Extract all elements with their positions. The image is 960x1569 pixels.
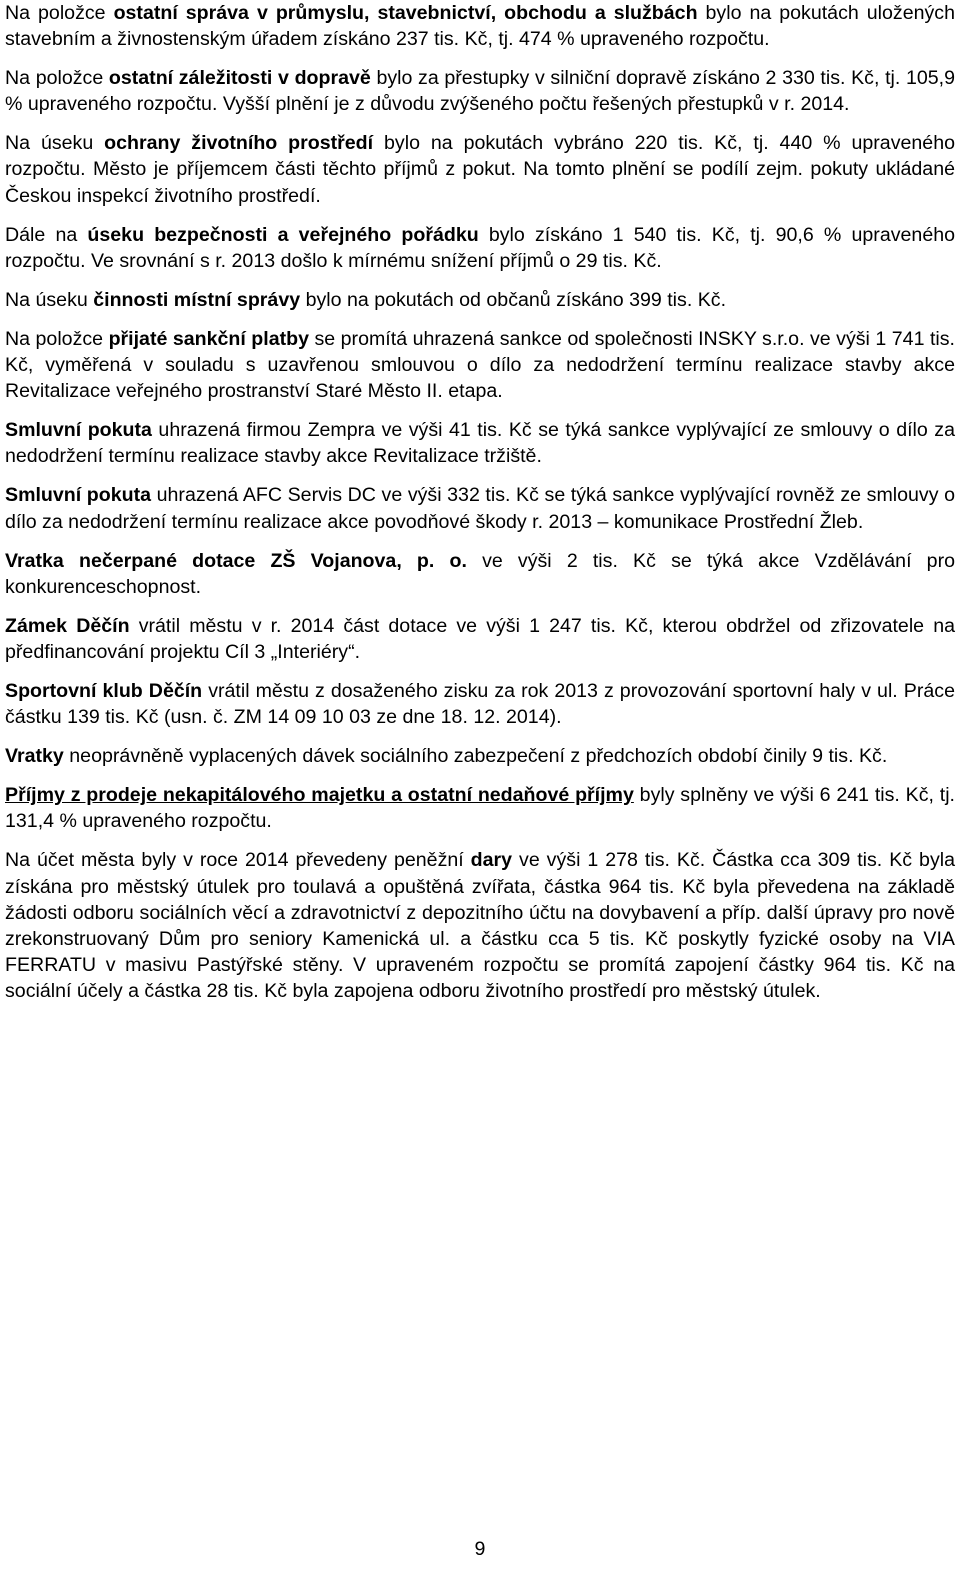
page-number: 9 — [474, 1538, 486, 1560]
paragraph-bezpecnost-verejny-poradek: Dále na úseku bezpečnosti a veřejného pořádku bylo získáno 1 540 tis. Kč, tj. 90,6 % upraveného rozpočtu. Ve srovnání s r. 2013 došlo k mírnému snížení příjmů o 29 tis. Kč. — [5, 223, 956, 272]
paragraph-prijmy-nekapitalove: Příjmy z prodeje nekapitálového majetku a ostatní nedaňové příjmy byly splněny ve výši 6 241 tis. Kč, tj. 131,4 % upraveného rozpočtu. — [5, 784, 955, 833]
paragraph-smluvni-pokuta-afc: Smluvní pokuta uhrazená AFC Servis DC ve výši 332 tis. Kč se týká sankce vyplývající rovněž ze smlouvy o dílo za nedodržení termínu realizace akce povodňové škody r. 2013 – komunikace Prostřední Žleb. — [5, 484, 955, 533]
paragraph-vratka-dotace-zs: Vratka nečerpané dotace ZŠ Vojanova, p. o. ve výši 2 tis. Kč se týká akce Vzdělávání pro konkurenceschopnost. — [5, 549, 955, 598]
paragraph-dary: Na účet města byly v roce 2014 převedeny peněžní dary ve výši 1 278 tis. Kč. Částka cca 309 tis. Kč byla získána pro městský útulek pro toulavá a opuštěná zvířata, částka 964 tis. Kč byla převedena na základě žádosti odboru sociálních věcí a zdravotnictví z depozitního účtu na dovybavení a příp. další úpravy pro nově zrekonstruovaný Dům pro seniory Kamenická ul. a částku cca 5 tis. Kč poskytly fyzické osoby na VIA FERRATU v masivu Pastýřské stěny. V upraveném rozpočtu se promítá zapojení částky 964 tis. Kč na sociální účely a částka 28 tis. Kč byla zapojena odboru životního prostředí pro městský útulek. — [5, 849, 955, 1002]
paragraph-sportovni-klub: Sportovní klub Děčín vrátil městu z dosaženého zisku za rok 2013 z provozování sportovní haly v ul. Práce částku 139 tis. Kč (usn. č. ZM 14 09 10 03 ze dne 18. 12. 2014). — [5, 679, 955, 729]
paragraph-vratky-davek: Vratky neoprávněně vyplacených dávek sociálního zabezpečení z předchozích období činily 9 tis. Kč. — [5, 745, 888, 768]
paragraph-smluvni-pokuta-zempra: Smluvní pokuta uhrazená firmou Zempra ve výši 41 tis. Kč se týká sankce vyplývající ze smlouvy o dílo za nedodržení termínu realizace stavby akce Revitalizace tržiště. — [5, 419, 955, 468]
paragraph-ochrana-zivotniho-prostredi: Na úseku ochrany životního prostředí bylo na pokutách vybráno 220 tis. Kč, tj. 440 % upraveného rozpočtu. Město je příjemcem části těchto příjmů z pokut. Na tomto plnění se podílí zejm. pokuty ukládané Českou inspekcí životního prostředí. — [5, 132, 955, 207]
paragraph-zamek-decin: Zámek Děčín vrátil městu v r. 2014 část dotace ve výši 1 247 tis. Kč, kterou obdržel od zřizovatele na předfinancování projektu Cíl 3 „Interiéry“. — [5, 614, 955, 663]
paragraph-prijate-sankcni-platby: Na položce přijaté sankční platby se promítá uhrazená sankce od společnosti INSKY s.r.o. ve výši 1 741 tis. Kč, vyměřená v souladu s uzavřenou smlouvou o dílo za nedodržení termínu realizace stavby akce Revitalizace veřejného prostranství Staré Město II. etapa. — [5, 327, 955, 403]
paragraph-cinnost-mistni-spravy: Na úseku činnosti místní správy bylo na pokutách od občanů získáno 399 tis. Kč. — [5, 288, 727, 311]
paragraph-ostatni-sprava: Na položce ostatní správa v průmyslu, stavebnictví, obchodu a službách bylo na pokutách uložených stavebním a živnostenským úřadem získáno 237 tis. Kč, tj. 474 % upraveného rozpočtu. — [5, 2, 955, 51]
paragraph-ostatni-zalezitosti-doprava: Na položce ostatní záležitosti v dopravě bylo za přestupky v silniční dopravě získáno 2 330 tis. Kč, tj. 105,9 % upraveného rozpočtu. Vyšší plnění je z důvodu zvýšeného počtu řešených přestupků v r. 2014. — [5, 67, 955, 116]
document-page — [5, 0, 955, 1017]
